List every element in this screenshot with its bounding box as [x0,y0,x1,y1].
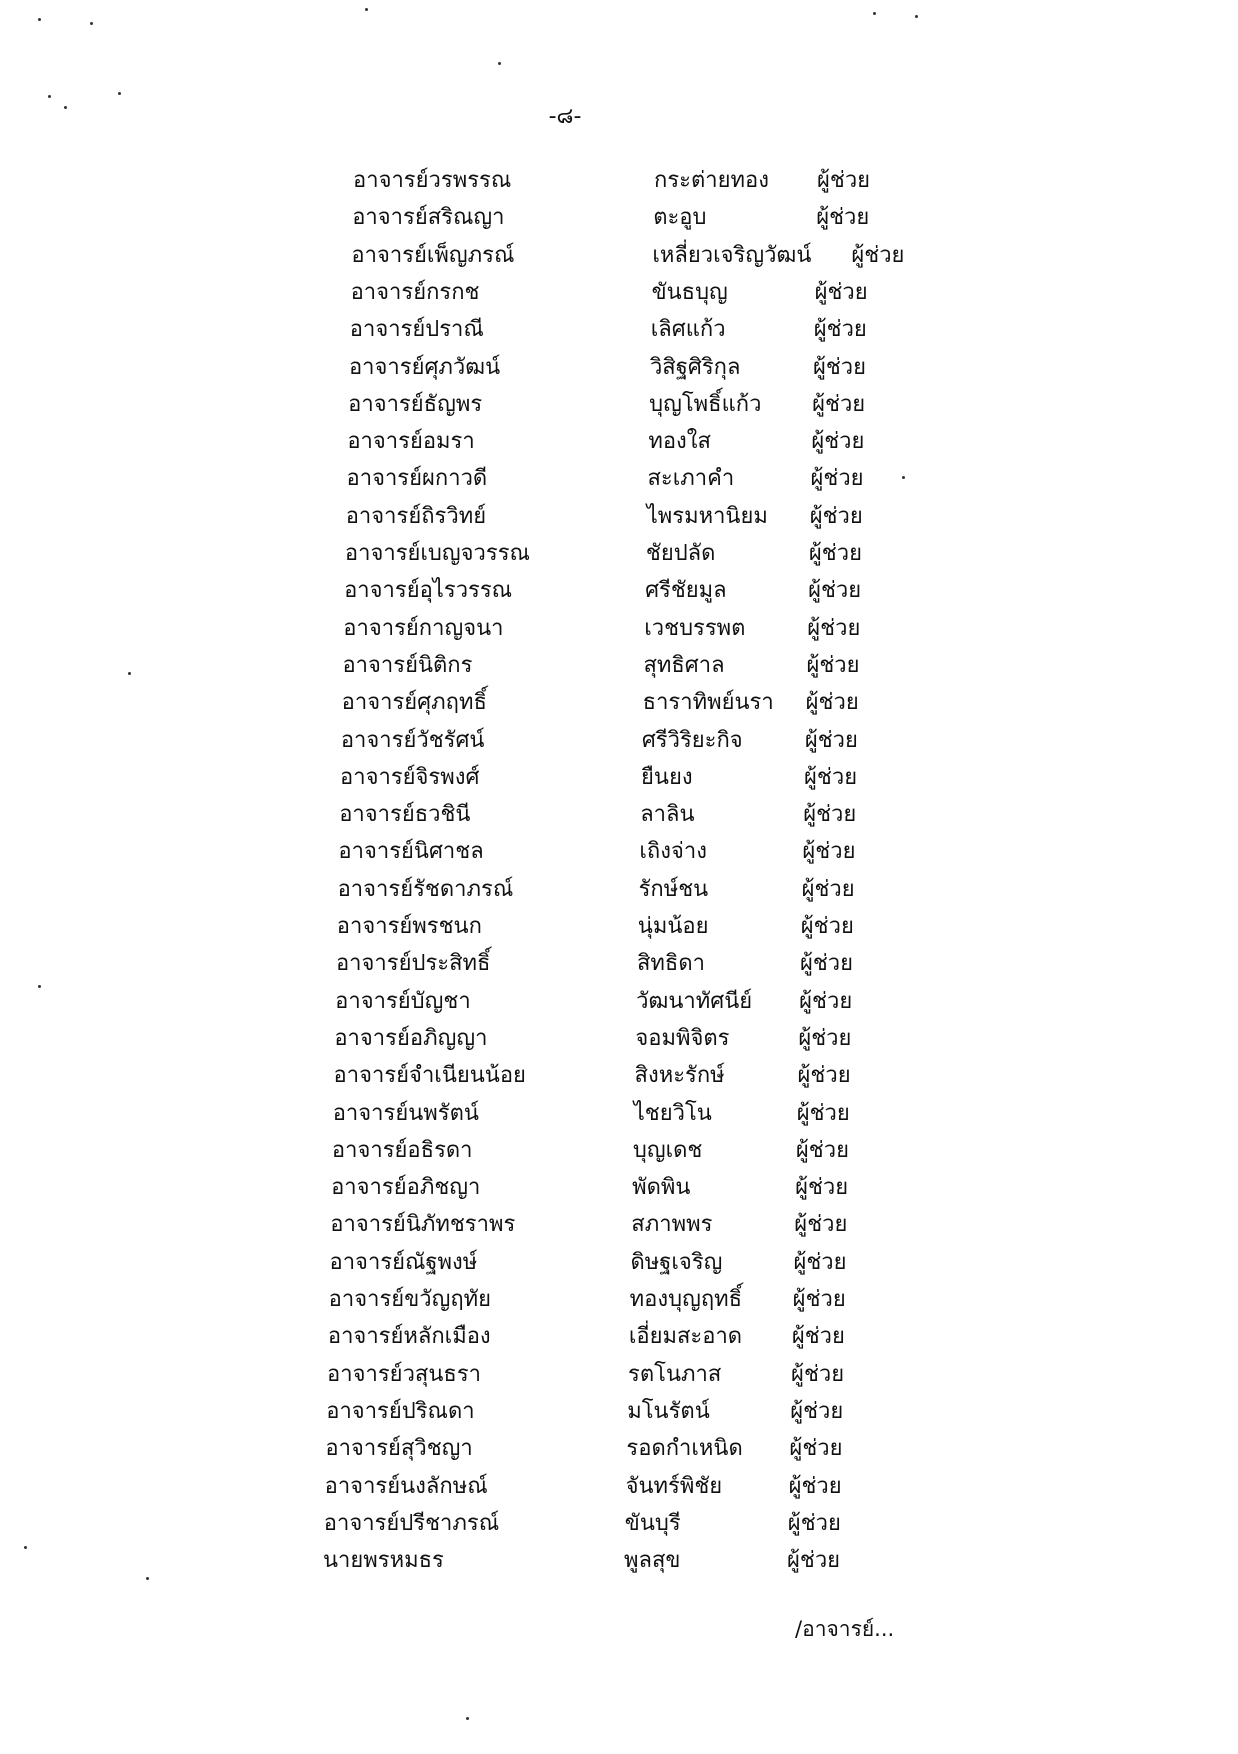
staff-first-name: อาจารย์อธิรดา [331,1137,473,1163]
staff-first-name: อาจารย์ผกาวดี [346,466,488,492]
staff-first-name: อาจารย์นิติกร [342,652,473,678]
staff-first-name: อาจารย์สุวิชญา [325,1436,473,1462]
roster-row [334,1021,954,1057]
staff-first-name: อาจารย์ศุภวัฒน์ [348,354,501,380]
staff-position: ผู้ช่วย [793,1249,847,1275]
staff-last-name: เอี่ยมสะอาด [628,1324,743,1350]
staff-last-name: ทองบุญฤทธิ์ [629,1287,743,1312]
staff-position: ผู้ช่วย [811,429,865,455]
staff-first-name: อาจารย์เบญจวรรณ [344,541,530,566]
staff-last-name: กระต่ายทอง [654,168,769,193]
roster-row [343,611,963,647]
staff-last-name: ศรีชัยมูล [645,578,727,604]
staff-last-name: มโนรัตน์ [627,1398,710,1424]
staff-first-name: อาจารย์อุไรวรรณ [344,578,513,604]
staff-position: ผู้ช่วย [798,1025,852,1051]
staff-position: ผู้ช่วย [790,1398,844,1424]
staff-first-name: อาจารย์กาญจนา [343,615,504,641]
staff-last-name: ยืนยง [641,764,693,790]
staff-first-name: อาจารย์รัชดาภรณ์ [337,876,514,902]
roster-row [340,760,960,796]
staff-first-name: อาจารย์บัญชา [335,988,471,1014]
scan-speck [48,95,51,98]
staff-position: ผู้ช่วย [807,615,861,641]
staff-last-name: เถิงจ่าง [639,839,707,865]
staff-position: ผู้ช่วย [804,727,858,753]
staff-position: ผู้ช่วย [813,317,867,343]
staff-last-name: สะเภาคำ [647,466,735,492]
roster-row [324,1506,944,1542]
roster-row [327,1357,947,1393]
staff-position: ผู้ช่วย [802,839,856,865]
staff-first-name: อาจารย์วสุนธรา [327,1361,481,1387]
staff-first-name: นายพรหมธร [323,1548,444,1574]
roster-row [325,1431,945,1467]
staff-last-name: วัฒนาทัศนีย์ [636,988,753,1014]
staff-position: ผู้ช่วย [794,1212,848,1238]
staff-first-name: อาจารย์จิรพงศ์ [340,764,480,790]
roster-row [325,1469,945,1505]
staff-position: ผู้ช่วย [803,802,857,828]
roster-row [333,1096,953,1132]
roster-row [351,275,971,311]
staff-position: ผู้ช่วย [797,1063,851,1089]
roster-row [326,1394,946,1430]
staff-first-name: อาจารย์ธัญพร [348,391,483,417]
staff-first-name: อาจารย์ขวัญฤทัย [328,1287,492,1312]
staff-last-name: จอมพิจิตร [635,1025,730,1051]
roster-row [329,1245,949,1281]
roster-row [323,1543,943,1579]
staff-first-name: อาจารย์อภิชญา [331,1175,481,1201]
staff-last-name: สภาพพร [631,1212,713,1238]
staff-last-name: นุ่มน้อย [637,914,709,939]
staff-last-name: พูลสุข [624,1548,681,1574]
staff-position: ผู้ช่วย [801,876,855,902]
staff-last-name: สุทธิศาล [643,652,725,678]
staff-last-name: สิทธิดา [636,951,705,977]
staff-first-name: อาจารย์หลักเมือง [327,1324,491,1350]
staff-first-name: อาจารย์เพ็ญภรณ์ [351,242,515,268]
staff-position: ผู้ช่วย [805,690,859,716]
staff-position: ผู้ช่วย [808,541,862,566]
roster-row [339,797,959,833]
staff-position: ผู้ช่วย [800,914,854,939]
staff-last-name: สิงหะรักษ์ [634,1063,725,1089]
staff-position: ผู้ช่วย [812,354,867,380]
scan-speck [915,15,918,18]
staff-last-name: ชัยปลัด [645,541,716,566]
roster-row [338,834,958,870]
scan-speck [90,22,93,25]
staff-position: ผู้ช่วย [810,466,864,492]
scan-speck [466,1717,469,1720]
staff-last-name: รอดกำเหนิด [626,1436,743,1462]
scan-speck [146,1577,149,1580]
staff-last-name: ลาลิน [640,802,695,828]
staff-position: ผู้ช่วย [817,168,871,193]
staff-last-name: บุญเดช [632,1137,703,1163]
staff-last-name: รตโนภาส [628,1361,722,1387]
staff-first-name: อาจารย์ประสิทธิ์ [335,951,491,977]
staff-last-name: ธาราทิพย์นรา [642,690,774,716]
roster-row [337,909,957,945]
roster-row [349,350,969,386]
staff-last-name: รักษ์ชน [638,876,709,902]
staff-last-name: เวชบรรพต [644,615,746,641]
staff-first-name: อาจารย์จำเนียนน้อย [333,1063,526,1089]
staff-first-name: อาจารย์อภิญญา [334,1025,488,1051]
staff-last-name: ไพรมหานิยม [646,503,768,529]
page-number: -๘- [548,104,582,129]
scan-speck [128,672,131,675]
roster-row [329,1282,949,1318]
staff-first-name: อาจารย์วัชรัศน์ [340,727,485,753]
staff-last-name: จันทร์พิชัย [625,1473,723,1499]
staff-last-name: วิสิฐศิริกุล [649,354,741,380]
roster-row [336,946,956,982]
scan-speck [873,12,876,15]
scan-speck [38,18,41,21]
staff-last-name: ขันธบุญ [651,279,728,305]
roster-row [345,536,965,572]
staff-first-name: อาจารย์นงลักษณ์ [324,1473,488,1499]
roster-row [344,573,964,609]
staff-position: ผู้ช่วย [788,1473,842,1499]
roster-row [330,1207,950,1243]
staff-last-name: ขันบุรี [624,1510,681,1536]
roster-row [332,1133,952,1169]
staff-position: ผู้ช่วย [795,1137,849,1163]
roster-row [350,312,970,348]
staff-position: ผู้ช่วย [808,578,862,604]
staff-first-name: อาจารย์กรกช [350,279,480,305]
staff-first-name: อาจารย์วรพรรณ [353,168,512,193]
roster-row [335,984,955,1020]
staff-last-name: ตะอูบ [653,205,707,231]
staff-position: ผู้ช่วย [804,764,858,790]
staff-first-name: อาจารย์ปรีชาภรณ์ [323,1510,500,1536]
staff-position: ผู้ช่วย [792,1287,846,1312]
staff-position: ผู้ช่วย [851,242,905,268]
roster-row [331,1170,951,1206]
staff-first-name: อาจารย์ปริณดา [326,1398,475,1424]
scan-speck [24,1546,27,1549]
roster-row [328,1319,948,1355]
staff-first-name: อาจารย์ธวชินี [339,802,471,828]
scan-speck [64,106,67,109]
staff-position: ผู้ช่วย [796,1100,850,1126]
roster-row [352,200,972,236]
staff-last-name: พัดพิน [632,1175,691,1201]
scan-speck [902,476,905,479]
staff-position: ผู้ช่วย [789,1436,843,1462]
staff-last-name: บุญโพธิ์แก้ว [649,391,762,417]
staff-position: ผู้ช่วย [787,1510,841,1536]
staff-position: ผู้ช่วย [795,1175,849,1201]
scan-speck [118,92,121,95]
staff-position: ผู้ช่วย [787,1548,841,1574]
roster-row [348,387,968,423]
staff-first-name: อาจารย์สริณญา [352,205,505,231]
continuation-marker: /อาจารย์... [795,1617,895,1641]
roster-row [334,1058,954,1094]
roster-row [347,424,967,460]
roster-row [342,685,962,721]
scan-speck [365,8,368,11]
staff-position: ผู้ช่วย [816,205,870,231]
staff-last-name: ไชยวิโน [633,1100,712,1126]
staff-first-name: อาจารย์ณัฐพงษ์ [329,1249,478,1275]
staff-position: ผู้ช่วย [809,503,863,529]
staff-first-name: อาจารย์นิภัทชราพร [330,1212,516,1238]
staff-position: ผู้ช่วย [799,951,854,977]
scan-speck [498,62,501,65]
roster-row [342,648,962,684]
staff-last-name: ทองใส [648,429,711,455]
roster-row [346,499,966,535]
staff-first-name: อาจารย์ศุภฤทธิ์ [341,690,487,716]
scan-speck [38,985,41,988]
staff-last-name: เลิศแก้ว [650,317,726,343]
staff-position: ผู้ช่วย [806,652,860,678]
staff-position: ผู้ช่วย [791,1324,845,1350]
roster-row [347,461,967,497]
staff-first-name: อาจารย์ปราณี [349,317,484,343]
staff-position: ผู้ช่วย [814,279,868,305]
staff-last-name: เหลี่ยวเจริญวัฒน์ [652,242,812,268]
roster-row [341,723,961,759]
staff-position: ผู้ช่วย [812,391,866,417]
staff-first-name: อาจารย์อมรา [347,429,475,455]
roster-row [351,238,971,274]
staff-first-name: อาจารย์พรชนก [336,914,482,939]
staff-position: ผู้ช่วย [799,988,853,1014]
roster-row [353,163,973,199]
staff-last-name: ศรีวิริยะกิจ [641,727,743,753]
staff-first-name: อาจารย์ถิรวิทย์ [345,503,487,529]
staff-position: ผู้ช่วย [791,1361,845,1387]
staff-last-name: ดิษฐเจริญ [630,1249,723,1275]
roster-row [338,872,958,908]
staff-first-name: อาจารย์นพรัตน์ [332,1100,479,1126]
staff-first-name: อาจารย์นิศาชล [338,839,484,865]
